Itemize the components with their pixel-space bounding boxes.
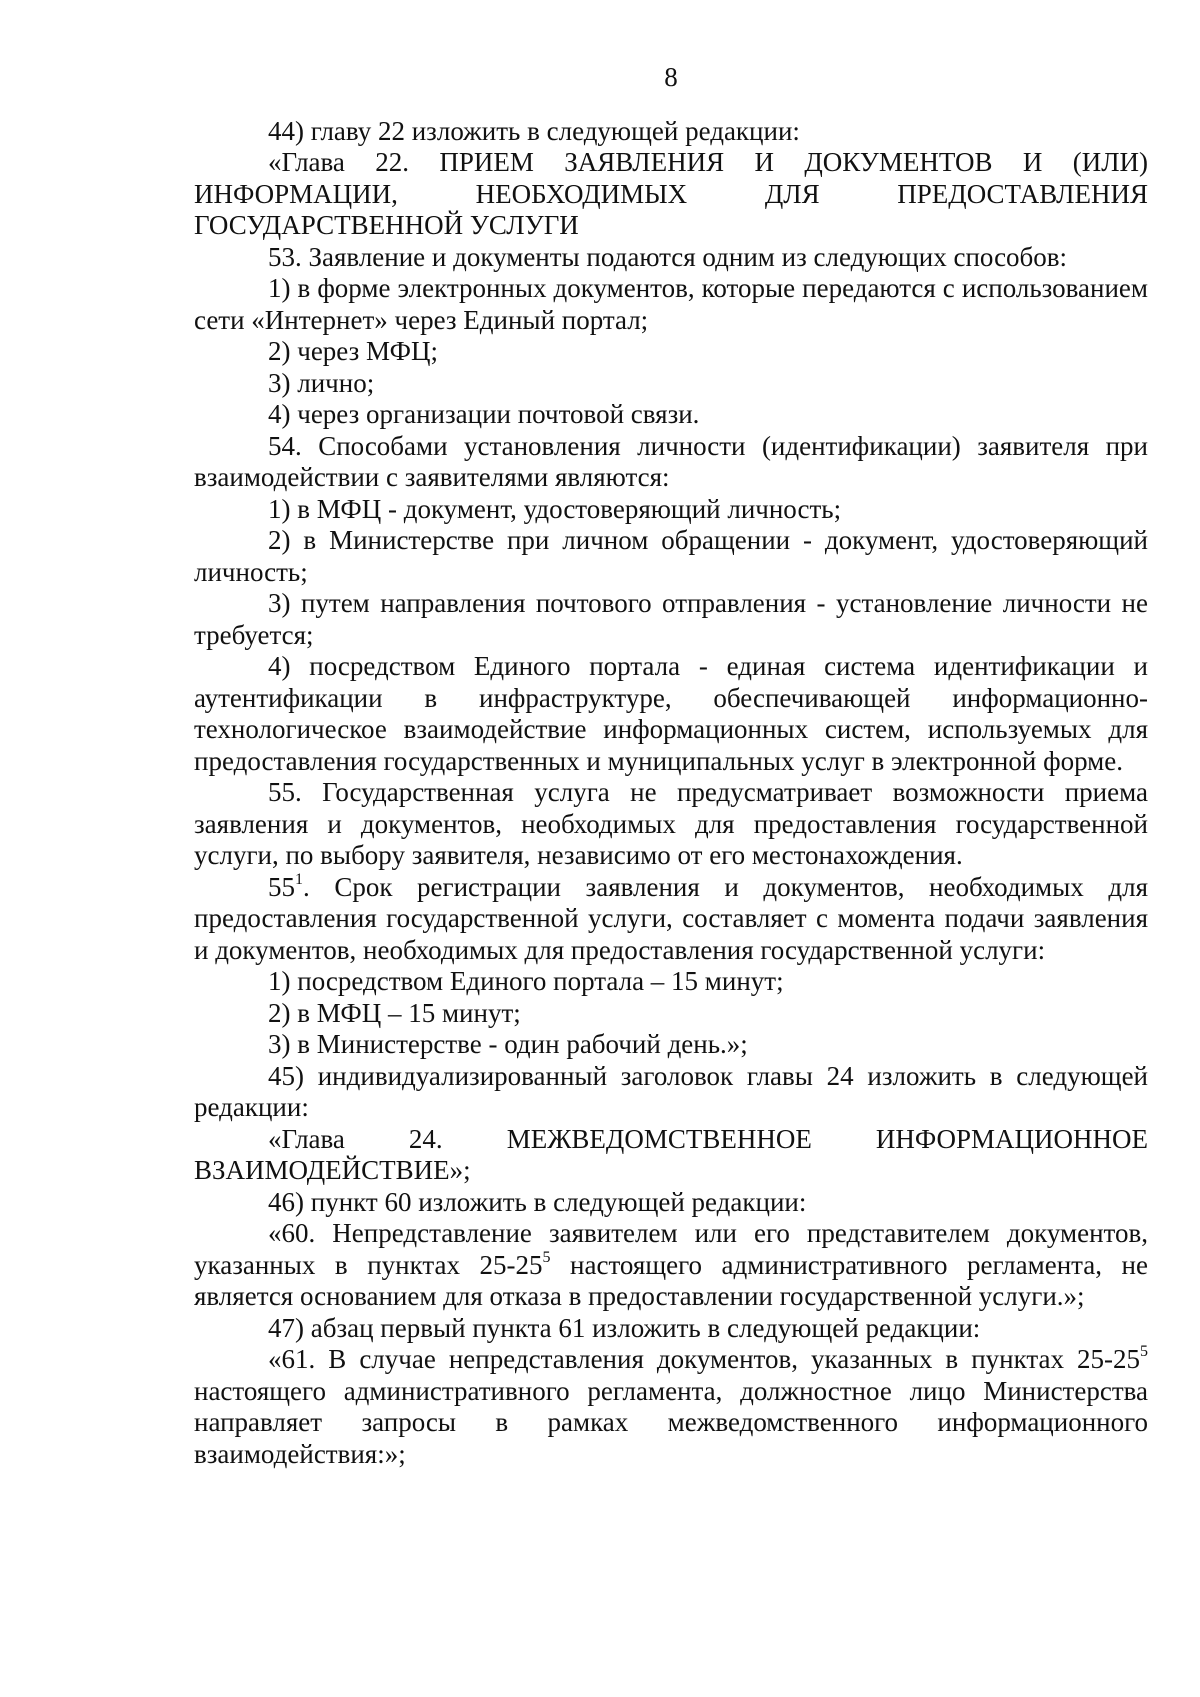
paragraph-54: 54. Способами установления личности (идентификации) заявителя при взаимодействии с заявителями являются: <box>194 430 1148 492</box>
paragraph-44: 44) главу 22 изложить в следующей редакции: <box>268 115 800 146</box>
paragraph-55-1-item-1: 1) посредством Единого портала – 15 минут; <box>268 966 784 996</box>
paragraph-60-start: «60. Непредставление заявителем или его представителем документов, указанных в пунктах 25-25 <box>194 1218 1148 1280</box>
paragraph-55-1-start: 55 <box>268 871 295 902</box>
paragraph-54-item-3: 3) путем направления почтового отправления - установление личности не требуется; <box>194 588 1148 650</box>
paragraph-55-1 <box>194 872 1148 967</box>
paragraph-45: 45) индивидуализированный заголовок главы 24 изложить в следующей редакции: <box>194 1060 1148 1122</box>
paragraph-47: 47) абзац первый пункта 61 изложить в следующей редакции: <box>268 1312 981 1343</box>
superscript: 5 <box>1140 1343 1148 1360</box>
paragraph-54-item-2: 2) в Министерстве при личном обращении - документ, удостоверяющий личность; <box>194 525 1148 587</box>
paragraph-53-item-2: 2) через МФЦ; <box>268 336 439 366</box>
paragraph-53-item-3: 3) лично; <box>268 367 375 398</box>
chapter-24-title: «Глава 24. МЕЖВЕДОМСТВЕННОЕ ИНФОРМАЦИОННОЕ ВЗАИМОДЕЙСТВИЕ»; <box>194 1123 1148 1185</box>
document-page <box>194 62 1148 1470</box>
page-number: 8 <box>664 62 678 92</box>
paragraph-60 <box>194 1218 1148 1313</box>
paragraph-55-1-rest: . Срок регистрации заявления и документов, необходимых для предоставления государственной услуги, составляет с момента подачи заявления и документов, необходимых для предоставления государственной услуги: <box>194 871 1148 965</box>
paragraph-61-start: «61. В случае непредставления документов, указанных в пунктах 25-25 <box>268 1344 1140 1374</box>
paragraph-55-1-item-3: 3) в Министерстве - один рабочий день.»; <box>268 1029 748 1059</box>
superscript: 1 <box>295 870 303 888</box>
paragraph-53-item-1: 1) в форме электронных документов, которые передаются с использованием сети «Интернет» через Единый портал; <box>194 273 1148 335</box>
paragraph-53-item-4: 4) через организации почтовой связи. <box>268 399 700 429</box>
paragraph-53: 53. Заявление и документы подаются одним из следующих способов: <box>268 241 1068 272</box>
paragraph-61 <box>194 1344 1148 1470</box>
paragraph-61-rest: настоящего административного регламента, должностное лицо Министерства направляет запросы в рамках межведомственного информационного взаимодействия:»; <box>194 1375 1148 1469</box>
chapter-22-title: «Глава 22. ПРИЕМ ЗАЯВЛЕНИЯ И ДОКУМЕНТОВ И (ИЛИ) ИНФОРМАЦИИ, НЕОБХОДИМЫХ ДЛЯ ПРЕДОСТАВЛЕНИЯ ГОСУДАРСТВЕННОЙ УСЛУГИ <box>194 147 1148 240</box>
paragraph-55-1-item-2: 2) в МФЦ – 15 минут; <box>268 997 521 1028</box>
paragraph-55: 55. Государственная услуга не предусматривает возможности приема заявления и документов, необходимых для предоставления государственной услуги, по выбору заявителя, независимо от его местонахождения. <box>194 777 1148 870</box>
paragraph-54-item-4: 4) посредством Единого портала - единая система идентификации и аутентификации в инфраструктуре, обеспечивающей информационно-технологическое взаимодействие информационных систем, используемых для предоставления государственных и муниципальных услуг в электронной форме. <box>194 651 1148 776</box>
paragraph-54-item-1: 1) в МФЦ - документ, удостоверяющий личность; <box>268 493 842 524</box>
paragraph-46: 46) пункт 60 изложить в следующей редакции: <box>268 1186 807 1217</box>
superscript: 5 <box>542 1248 551 1266</box>
paragraph-60-rest: настоящего административного регламента, не является основанием для отказа в предоставлении государственной услуги.»; <box>194 1249 1148 1311</box>
